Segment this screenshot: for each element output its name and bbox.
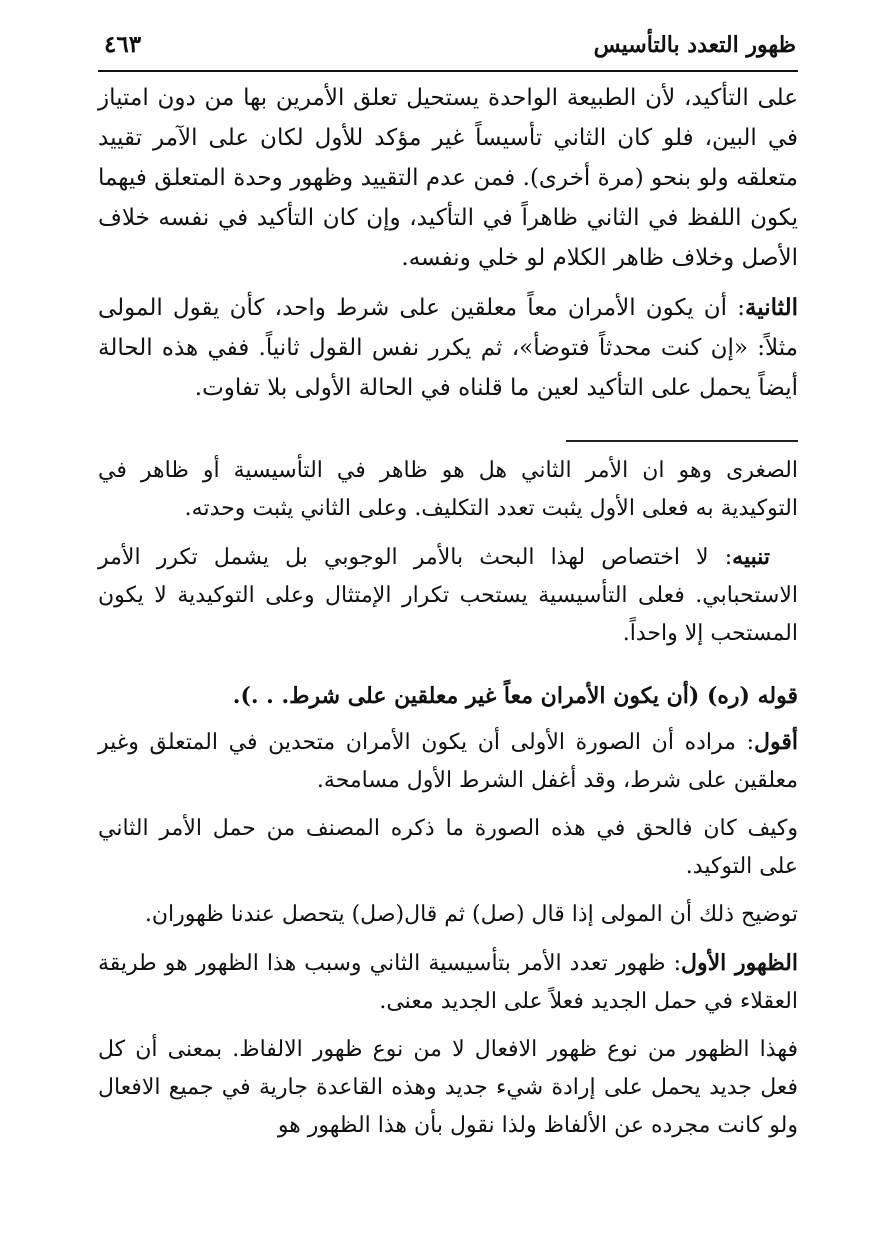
main-text [98, 78, 798, 408]
main-paragraph-2-text: : أن يكون الأمران معاً معلقين على شرط واحد، كأن يقول المولى مثلاً: «إن كنت محدثاً فتوضأ»، ثم يكرر نفس القول ثانياً. ففي هذه الحالة أيضاً يحمل على التأكيد لعين ما قلناه في الحالة الأولى بلا تفاوت. [98, 295, 798, 401]
commentary-paragraph-1-text: : مراده أن الصورة الأولى أن يكون الأمران متحدين في المتعلق وغير معلقين على شرط، وقد أغفل الشرط الأول مسامحة. [98, 730, 798, 793]
commentary-paragraph-4 [98, 944, 798, 1021]
page-number: ٤٦٣ [104, 31, 142, 58]
commentary-paragraph-3: توضيح ذلك أن المولى إذا قال (صل) ثم قال(صل) يتحصل عندنا ظهوران. [144, 902, 798, 927]
commentary-paragraph-4-text: : ظهور تعدد الأمر بتأسيسية الثاني وسبب هذا الظهور هو طريقة العقلاء في حمل الجديد فعلاً على الجديد معنى. [98, 951, 798, 1014]
commentary-section [98, 677, 798, 1145]
footnote-paragraph-1: الصغرى وهو ان الأمر الثاني هل هو ظاهر في التأسيسية أو ظاهر في التوكيدية به فعلى الأول يثبت تعدد التكليف. وعلى الثاني يثبت وحدته. [98, 458, 798, 521]
commentary-paragraph-5: فهذا الظهور من نوع ظهور الافعال لا من نوع ظهور الالفاظ. بمعنى أن كل فعل جديد يحمل على إرادة شيء جديد وهذه القاعدة جارية في جميع الافعال ولو كانت مجرده عن الألفاظ ولذا نقول بأن هذا الظهور هو [98, 1037, 798, 1138]
footnote-paragraph-2 [98, 538, 798, 653]
footnote-paragraph-2-label: تنبيه [732, 544, 770, 570]
footnote-separator [566, 440, 798, 442]
main-paragraph-1: على التأكيد، لأن الطبيعة الواحدة يستحيل تعلق الأمرين بها من دون امتياز في البين، فلو كان الثاني تأسيساً غير مؤكد للأول لكان على الآمر تقييد متعلقه ولو بنحو (مرة أخرى). فمن عدم التقييد وظهور وحدة المتعلق فيهما يكون اللفظ في الثاني ظاهراً في التأكيد، وإن كان التأكيد في نفسه خلاف الأصل وخلاف ظاهر الكلام لو خلي ونفسه. [98, 85, 798, 271]
commentary-paragraph-1 [98, 723, 798, 800]
commentary-paragraph-1-label: أقول [754, 729, 798, 755]
running-title: ظهور التعدد بالتأسيس [593, 32, 796, 58]
main-paragraph-2-label: الثانية [744, 294, 798, 321]
footnote-paragraph-2-text: : لا اختصاص لهذا البحث بالأمر الوجوبي بل يشمل تكرر الأمر الاستحبابي. فعلى التأسيسية يستحب تكرار الإمتثال وعلى التوكيدية لا يكون المستحب إلا واحداً. [98, 545, 798, 646]
footnotes [98, 452, 798, 653]
commentary-heading: قوله (ره) (أن يكون الأمران معاً غير معلقين على شرط. . .). [232, 683, 798, 709]
book-page [98, 28, 798, 1233]
commentary-paragraph-2: وكيف كان فالحق في هذه الصورة ما ذكره المصنف من حمل الأمر الثاني على التوكيد. [98, 816, 798, 879]
page-header [98, 28, 798, 72]
commentary-paragraph-4-label: الظهور الأول [680, 950, 798, 976]
main-paragraph-2 [98, 288, 798, 408]
